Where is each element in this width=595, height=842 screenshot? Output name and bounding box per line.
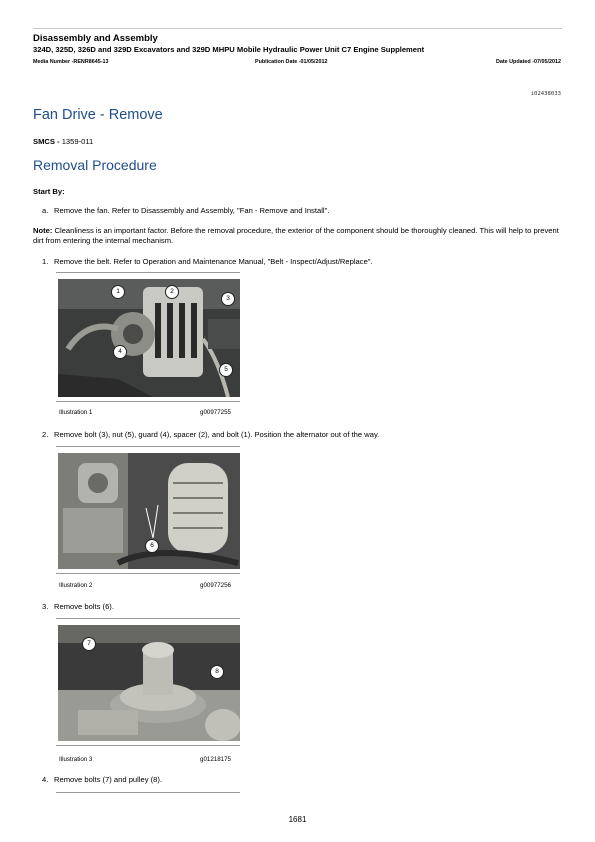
step-2 xyxy=(42,430,574,440)
note xyxy=(33,226,561,246)
top-rule xyxy=(33,28,562,29)
illustration-rule xyxy=(56,573,240,574)
start-by-label: Start By: xyxy=(33,187,65,196)
illustration-rule xyxy=(56,401,240,402)
illustration-rule xyxy=(56,745,240,746)
illustration-rule xyxy=(56,446,240,447)
step-text: Remove bolt (3), nut (5), guard (4), spacer (2), and bolt (1). Position the alternator out of the way. xyxy=(54,430,380,439)
step-text: Remove bolts (6). xyxy=(54,602,114,611)
illustration-1-photo xyxy=(58,279,240,397)
illustration-1-code: g00977255 xyxy=(200,409,231,416)
smcs-code xyxy=(33,137,93,146)
manual-subtitle: 324D, 325D, 326D and 329D Excavators and 329D MHPU Mobile Hydraulic Power Unit C7 Engine Supplement xyxy=(33,45,425,54)
illustration-2-label: Illustration 2 xyxy=(59,582,93,589)
start-by-item-marker: a. xyxy=(42,206,49,215)
document-id: i02438033 xyxy=(530,91,561,97)
step-marker: 2. xyxy=(42,430,49,439)
callout-1: 1 xyxy=(111,285,125,299)
date-updated: Date Updated -07/05/2012 xyxy=(495,59,561,65)
illustration-3-photo xyxy=(58,625,240,741)
note-text: Cleanliness is an important factor. Before the removal procedure, the exterior of the component should be thoroughly cleaned. This will help to prevent dirt from entering the internal mechanism. xyxy=(33,226,559,245)
callout-4: 4 xyxy=(113,345,127,359)
alternator-photo-graphic xyxy=(58,279,240,397)
step-marker: 1. xyxy=(42,257,49,266)
step-marker: 3. xyxy=(42,602,49,611)
callout-6: 6 xyxy=(145,539,159,553)
step-text: Remove the belt. Refer to Operation and Maintenance Manual, "Belt - Inspect/Adjust/Replace". xyxy=(54,257,373,266)
start-by-item xyxy=(42,206,574,216)
section-heading: Removal Procedure xyxy=(33,157,157,173)
illustration-3-code: g01218175 xyxy=(200,756,231,763)
manual-title: Disassembly and Assembly xyxy=(33,33,158,44)
callout-2: 2 xyxy=(165,285,179,299)
callout-3: 3 xyxy=(221,292,235,306)
illustration-rule xyxy=(56,272,240,273)
illustration-2-photo xyxy=(58,453,240,569)
illustration-2-code: g00977256 xyxy=(200,582,231,589)
illustration-rule xyxy=(56,792,240,793)
illustration-1-label: Illustration 1 xyxy=(59,409,93,416)
callout-7: 7 xyxy=(82,637,96,651)
step-1 xyxy=(42,257,574,267)
callout-5: 5 xyxy=(219,363,233,377)
illustration-3-label: Illustration 3 xyxy=(59,756,93,763)
page-number: 1681 xyxy=(288,815,307,824)
step-3 xyxy=(42,602,574,612)
smcs-label: SMCS - xyxy=(33,137,62,146)
step-text: Remove bolts (7) and pulley (8). xyxy=(54,775,163,784)
note-label: Note: xyxy=(33,226,53,235)
step-4 xyxy=(42,775,574,785)
start-by-item-text: Remove the fan. Refer to Disassembly and Assembly, "Fan - Remove and Install". xyxy=(54,206,330,215)
publication-date: Publication Date -01/05/2012 xyxy=(255,59,328,65)
callout-8: 8 xyxy=(210,665,224,679)
illustration-rule xyxy=(56,618,240,619)
page-title: Fan Drive - Remove xyxy=(33,107,163,123)
smcs-value: 1359-011 xyxy=(61,137,94,146)
media-number: Media Number -RENR8645-13 xyxy=(33,59,109,65)
step-marker: 4. xyxy=(42,775,49,784)
